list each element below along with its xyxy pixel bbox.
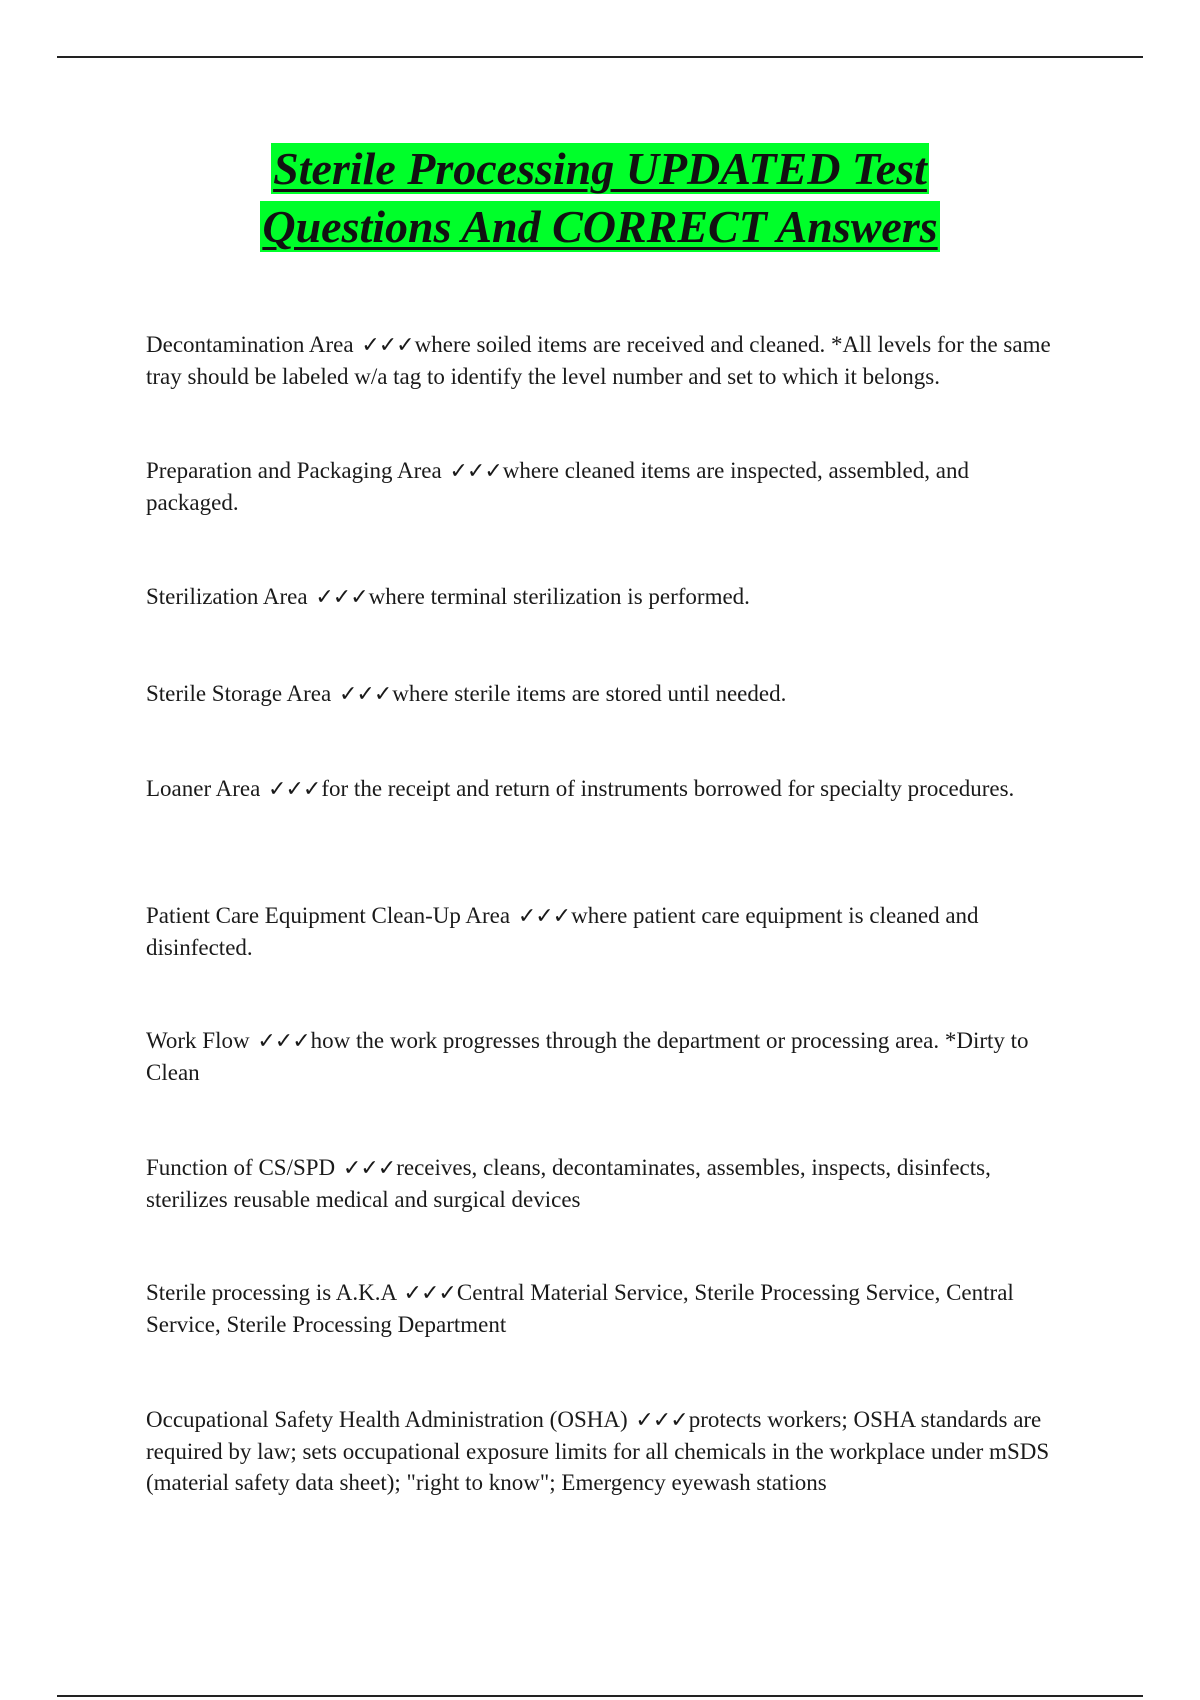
check-marks-icon: ✓✓✓ — [342, 1156, 396, 1181]
top-divider — [57, 56, 1143, 58]
check-marks-icon: ✓✓✓ — [257, 1029, 310, 1054]
entry-definition: where sterile items are stored until needed. — [392, 681, 787, 706]
qa-entry — [146, 1277, 1061, 1340]
check-marks-icon: ✓✓✓ — [338, 682, 392, 707]
check-marks-icon: ✓✓✓ — [449, 459, 502, 484]
entry-term: Occupational Safety Health Administration (OSHA) — [146, 1407, 628, 1432]
entry-definition: for the receipt and return of instruments borrowed for specialty procedures. — [321, 776, 1015, 801]
entry-term: Sterilization Area — [146, 584, 308, 609]
check-marks-icon: ✓✓✓ — [361, 333, 414, 358]
entry-definition: where terminal sterilization is performed. — [368, 584, 750, 609]
entry-definition: how the work progresses through the department or processing area. *Dirty to Clean — [146, 1028, 1029, 1085]
qa-entry — [146, 455, 1061, 518]
entry-term: Function of CS/SPD — [146, 1155, 336, 1180]
check-marks-icon: ✓✓✓ — [517, 904, 571, 929]
qa-entry — [146, 773, 1061, 805]
entry-term: Patient Care Equipment Clean-Up Area — [146, 903, 511, 928]
entry-definition: Central Material Service, Sterile Processing Service, Central Service, Sterile Processing Department — [146, 1280, 1014, 1337]
qa-entry — [146, 1025, 1061, 1088]
entry-term: Preparation and Packaging Area — [146, 458, 442, 483]
bottom-divider — [57, 1695, 1143, 1697]
entry-definition: protects workers; OSHA standards are required by law; sets occupational exposure limits for all chemicals in the workplace under mSDS (material safety data sheet); "right to know"; Emergency eyewash stations — [146, 1407, 1050, 1495]
document-title — [0, 140, 1200, 256]
check-marks-icon: ✓✓✓ — [403, 1281, 456, 1306]
entry-definition: where cleaned items are inspected, assembled, and packaged. — [146, 458, 969, 515]
entry-term: Decontamination Area — [146, 332, 354, 357]
qa-entry — [146, 329, 1061, 392]
check-marks-icon: ✓✓✓ — [635, 1408, 688, 1433]
qa-entry — [146, 678, 1061, 710]
entry-term: Loaner Area — [146, 776, 261, 801]
entry-definition: receives, cleans, decontaminates, assembles, inspects, disinfects, sterilizes reusable medical and surgical devices — [146, 1155, 991, 1212]
entry-definition: where patient care equipment is cleaned and disinfected. — [146, 903, 979, 960]
title-line-1: Sterile Processing UPDATED Test — [273, 143, 927, 194]
check-marks-icon: ✓✓✓ — [315, 585, 368, 610]
entry-term: Sterile processing is A.K.A — [146, 1280, 396, 1305]
entry-term: Sterile Storage Area — [146, 681, 332, 706]
entry-definition: where soiled items are received and cleaned. *All levels for the same tray should be labeled w/a tag to identify the level number and set to which it belongs. — [146, 332, 1051, 389]
title-line-2: Questions And CORRECT Answers — [262, 201, 938, 252]
entry-term: Work Flow — [146, 1028, 250, 1053]
qa-entry — [146, 1152, 1061, 1215]
qa-entry — [146, 1404, 1061, 1498]
check-marks-icon: ✓✓✓ — [268, 777, 321, 802]
qa-entry — [146, 581, 1061, 613]
qa-entry — [146, 900, 1061, 963]
